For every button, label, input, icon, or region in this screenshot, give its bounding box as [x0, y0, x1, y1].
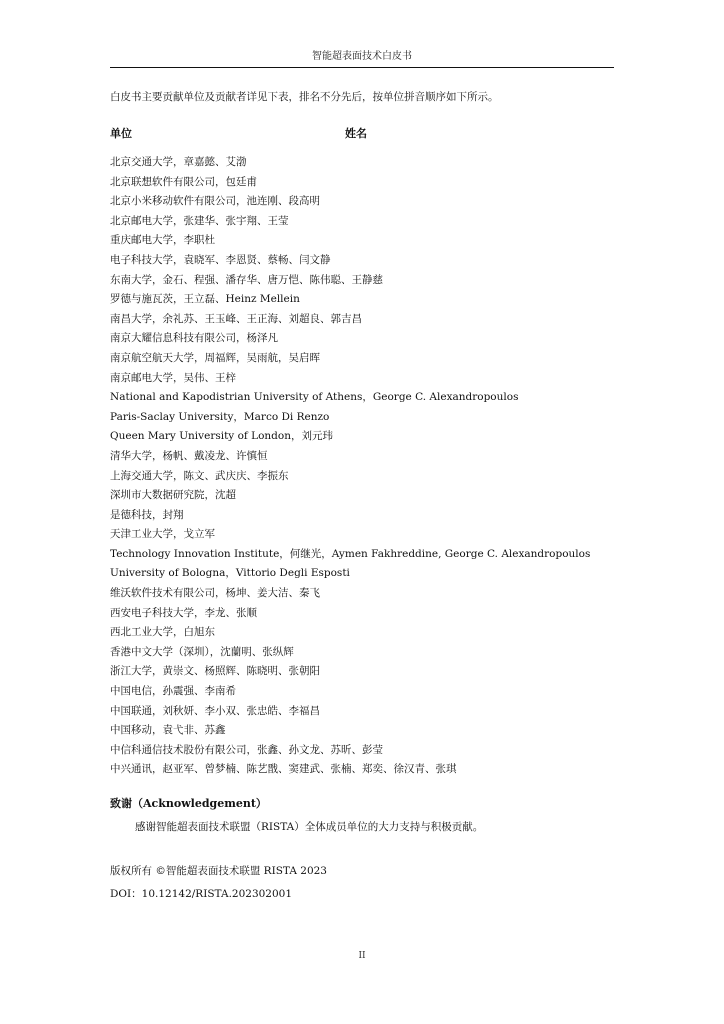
contributor-entry: 中信科通信技术股份有限公司，张鑫、孙文龙、苏昕、彭莹	[110, 743, 383, 756]
contributor-entry: 南京大耀信息科技有限公司，杨泽凡	[110, 332, 278, 345]
doi-line: DOI：10.12142/RISTA.202302001	[110, 888, 293, 900]
contributor-entry: 维沃软件技术有限公司，杨坤、姜大洁、秦飞	[110, 587, 320, 600]
contributor-entry: 南京邮电大学，吴伟、王梓	[110, 371, 236, 384]
running-header: 智能超表面技术白皮书	[312, 51, 412, 62]
contributor-entry: 南京航空航天大学，周福辉，吴雨航，吴启晖	[110, 351, 320, 364]
acknowledgement-heading: 致谢（Acknowledgement）	[110, 797, 267, 810]
contributor-entry: 中国联通，刘秋妍、李小双、张忠皓、李福昌	[110, 704, 320, 717]
contributor-entry: Queen Mary University of London，刘元玮	[110, 430, 333, 443]
contributor-entry: 深圳市大数据研究院，沈超	[110, 489, 236, 502]
contributor-entry: 东南大学，金石、程强、潘存华、唐万恺、陈伟聪、王静慈	[110, 273, 383, 286]
contributor-entry: 香港中文大学（深圳），沈蘭明、张纵辉	[110, 645, 294, 658]
contributor-entry: 北京小米移动软件有限公司，池连刚、段高明	[110, 195, 320, 208]
contributor-entry: Paris-Saclay University，Marco Di Renzo	[110, 410, 330, 423]
contributor-entry: 罗德与施瓦茨，王立磊、Heinz Mellein	[110, 293, 300, 306]
contributor-entry: 重庆邮电大学，李职杜	[110, 234, 215, 247]
contributor-entry: 是德科技，封翔	[110, 508, 184, 521]
contributor-entry: 中兴通讯，赵亚军、曾梦楠、陈艺戬、窦建武、张楠、郑奕、徐汉青、张琪	[110, 763, 457, 776]
header-rule	[110, 67, 614, 68]
contributor-entry: 西北工业大学，白旭东	[110, 626, 215, 639]
contributor-entry: 西安电子科技大学，李龙、张顺	[110, 606, 257, 619]
contributor-entry: 北京联想软件有限公司，包廷甫	[110, 175, 257, 188]
column-header-name: 姓名	[345, 127, 367, 140]
contributor-entry: 清华大学，杨帆、戴凌龙、许慎恒	[110, 449, 268, 462]
contributor-entry: Technology Innovation Institute，何继光，Aymen Fakhreddine, George C. Alexandropoulos	[110, 547, 591, 560]
contributor-entry: 中国移动，袁弋非、苏鑫	[110, 724, 226, 737]
contributor-entry: 上海交通大学，陈文、武庆庆、李振东	[110, 469, 289, 482]
contributor-entry: 中国电信，孙震强、李南希	[110, 685, 236, 698]
contributor-entry: 浙江大学，黄崇文、杨照辉、陈晓明、张朝阳	[110, 665, 320, 678]
contributor-entry: 北京邮电大学，张建华、张宇翔、王莹	[110, 214, 289, 227]
contributor-list	[110, 153, 650, 780]
contributor-entry: University of Bologna，Vittorio Degli Esposti	[110, 567, 350, 580]
copyright-notice: 版权所有 ©智能超表面技术联盟 RISTA 2023	[110, 865, 327, 877]
contributor-entry: National and Kapodistrian University of Athens，George C. Alexandropoulos	[110, 391, 519, 404]
column-header-unit: 单位	[110, 127, 132, 140]
contributor-entry: 天津工业大学，戈立军	[110, 528, 215, 541]
intro-paragraph: 白皮书主要贡献单位及贡献者详见下表，排名不分先后，按单位拼音顺序如下所示。	[110, 91, 499, 103]
page-number: II	[358, 951, 366, 961]
contributor-entry: 北京交通大学，章嘉懿、艾渤	[110, 156, 247, 168]
contributor-entry: 南昌大学，余礼苏、王玉峰、王正海、刘超良、郭吉昌	[110, 312, 362, 325]
contributor-entry: 电子科技大学，袁晓军、李恩贤、蔡畅、闫文静	[110, 253, 331, 266]
acknowledgement-text: 感谢智能超表面技术联盟（RISTA）全体成员单位的大力支持与积极贡献。	[135, 821, 484, 833]
